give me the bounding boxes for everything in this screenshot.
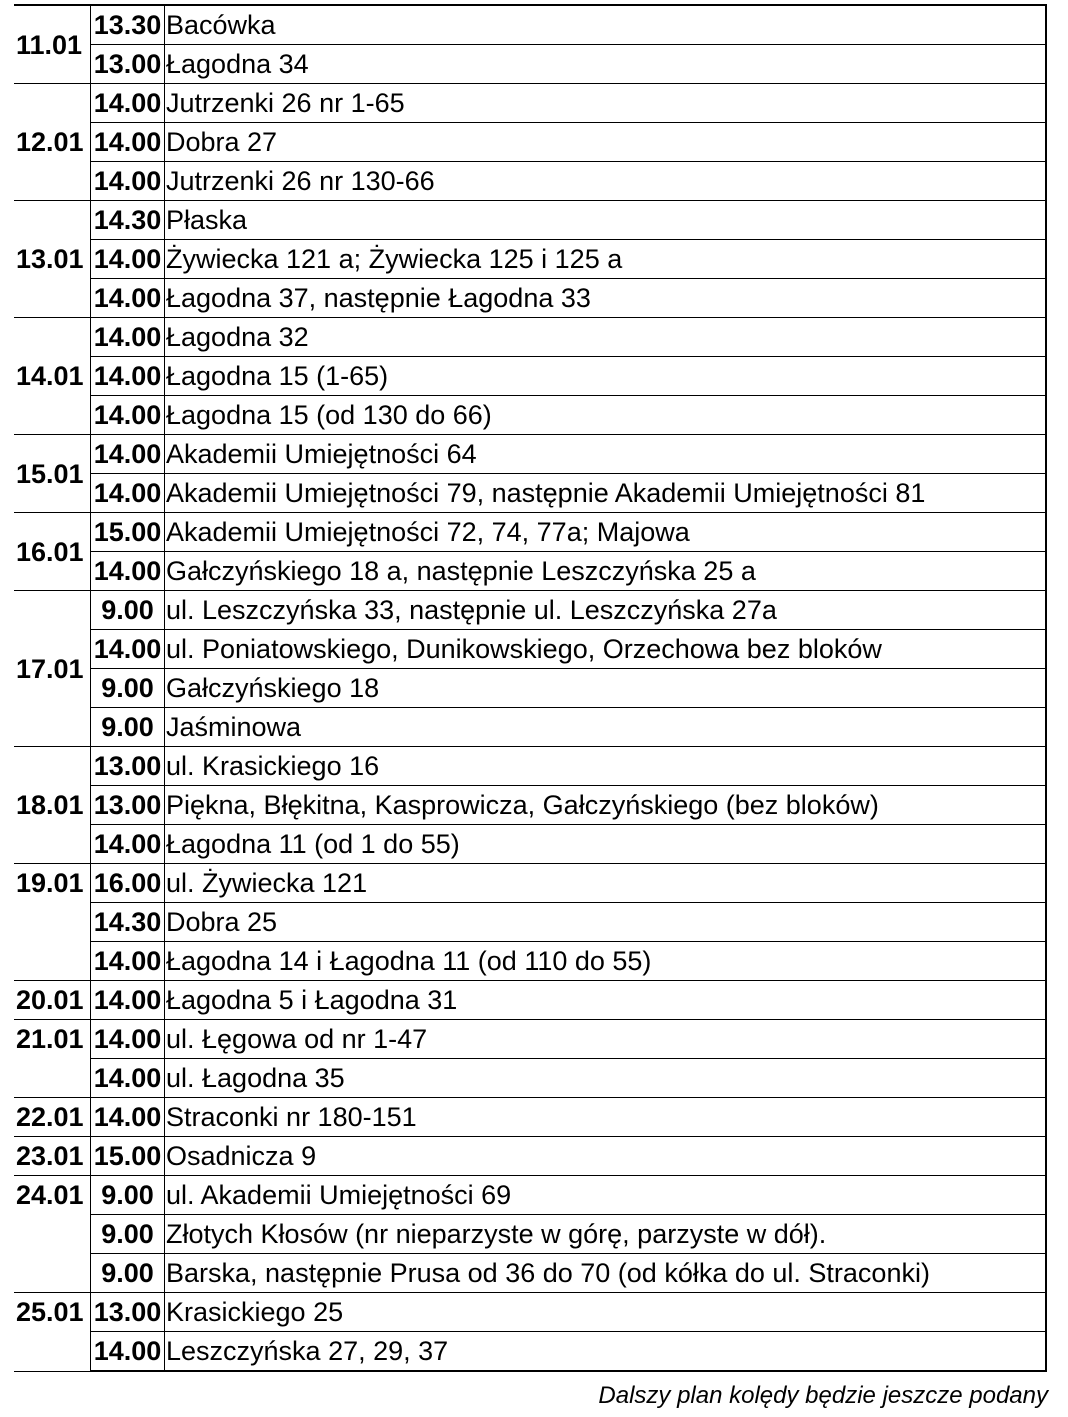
date-cell: 22.01 <box>14 1098 91 1137</box>
table-row <box>14 1332 1046 1372</box>
table-row <box>14 630 1046 669</box>
time-cell: 14.00 <box>91 162 165 201</box>
table-row <box>14 1020 1046 1059</box>
location-cell: Jutrzenki 26 nr 1-65 <box>165 84 1047 123</box>
time-cell: 14.00 <box>91 474 165 513</box>
time-cell: 14.00 <box>91 240 165 279</box>
table-row <box>14 981 1046 1020</box>
table-row <box>14 1215 1046 1254</box>
table-row <box>14 318 1046 357</box>
time-cell: 14.00 <box>91 1098 165 1137</box>
table-row <box>14 591 1046 630</box>
table-row <box>14 123 1046 162</box>
schedule-table <box>14 4 1047 1372</box>
location-cell: Łagodna 34 <box>165 45 1047 84</box>
date-cell: 14.01 <box>14 318 91 435</box>
table-row <box>14 552 1046 591</box>
time-cell: 14.00 <box>91 318 165 357</box>
location-cell: Akademii Umiejętności 72, 74, 77a; Majowa <box>165 513 1047 552</box>
table-row <box>14 669 1046 708</box>
location-cell: Łagodna 11 (od 1 do 55) <box>165 825 1047 864</box>
time-cell: 14.30 <box>91 201 165 240</box>
location-cell: Dobra 27 <box>165 123 1047 162</box>
date-cell: 23.01 <box>14 1137 91 1176</box>
location-cell: Leszczyńska 27, 29, 37 <box>165 1332 1047 1372</box>
location-cell: Złotych Kłosów (nr nieparzyste w górę, parzyste w dół). <box>165 1215 1047 1254</box>
time-cell: 13.00 <box>91 1293 165 1332</box>
location-cell: Łagodna 15 (od 130 do 66) <box>165 396 1047 435</box>
time-cell: 9.00 <box>91 591 165 630</box>
time-cell: 14.00 <box>91 1332 165 1372</box>
table-row <box>14 162 1046 201</box>
date-cell: 20.01 <box>14 981 91 1020</box>
table-row <box>14 45 1046 84</box>
location-cell: ul. Leszczyńska 33, następnie ul. Leszczyńska 27a <box>165 591 1047 630</box>
table-row <box>14 1059 1046 1098</box>
table-row <box>14 786 1046 825</box>
location-cell: Osadnicza 9 <box>165 1137 1047 1176</box>
time-cell: 14.00 <box>91 396 165 435</box>
location-cell: Krasickiego 25 <box>165 1293 1047 1332</box>
table-row <box>14 708 1046 747</box>
table-row <box>14 1098 1046 1137</box>
time-cell: 14.00 <box>91 1059 165 1098</box>
time-cell: 13.00 <box>91 786 165 825</box>
location-cell: Łagodna 32 <box>165 318 1047 357</box>
time-cell: 13.30 <box>91 5 165 45</box>
time-cell: 14.00 <box>91 123 165 162</box>
table-row <box>14 5 1046 45</box>
date-cell: 18.01 <box>14 747 91 864</box>
date-cell: 15.01 <box>14 435 91 513</box>
table-row <box>14 474 1046 513</box>
location-cell: Łagodna 15 (1-65) <box>165 357 1047 396</box>
date-cell: 16.01 <box>14 513 91 591</box>
table-row <box>14 435 1046 474</box>
time-cell: 9.00 <box>91 1254 165 1293</box>
date-cell: 21.01 <box>14 1020 91 1098</box>
location-cell: Gałczyńskiego 18 a, następnie Leszczyńska 25 a <box>165 552 1047 591</box>
location-cell: ul. Krasickiego 16 <box>165 747 1047 786</box>
date-cell: 12.01 <box>14 84 91 201</box>
table-row <box>14 825 1046 864</box>
table-row <box>14 513 1046 552</box>
time-cell: 14.00 <box>91 84 165 123</box>
date-cell: 19.01 <box>14 864 91 981</box>
time-cell: 15.00 <box>91 513 165 552</box>
table-row <box>14 201 1046 240</box>
time-cell: 13.00 <box>91 45 165 84</box>
location-cell: Akademii Umiejętności 79, następnie Akademii Umiejętności 81 <box>165 474 1047 513</box>
table-row <box>14 903 1046 942</box>
location-cell: ul. Akademii Umiejętności 69 <box>165 1176 1047 1215</box>
location-cell: Gałczyńskiego 18 <box>165 669 1047 708</box>
table-row <box>14 1176 1046 1215</box>
time-cell: 9.00 <box>91 1176 165 1215</box>
table-row <box>14 864 1046 903</box>
location-cell: Płaska <box>165 201 1047 240</box>
table-row <box>14 240 1046 279</box>
table-row <box>14 747 1046 786</box>
time-cell: 14.00 <box>91 825 165 864</box>
date-cell: 17.01 <box>14 591 91 747</box>
time-cell: 15.00 <box>91 1137 165 1176</box>
location-cell: Akademii Umiejętności 64 <box>165 435 1047 474</box>
location-cell: Piękna, Błękitna, Kasprowicza, Gałczyńskiego (bez bloków) <box>165 786 1047 825</box>
location-cell: Łagodna 14 i Łagodna 11 (od 110 do 55) <box>165 942 1047 981</box>
location-cell: ul. Łęgowa od nr 1-47 <box>165 1020 1047 1059</box>
time-cell: 9.00 <box>91 708 165 747</box>
location-cell: Straconki nr 180-151 <box>165 1098 1047 1137</box>
location-cell: ul. Łagodna 35 <box>165 1059 1047 1098</box>
time-cell: 14.30 <box>91 903 165 942</box>
table-row <box>14 84 1046 123</box>
time-cell: 14.00 <box>91 1020 165 1059</box>
time-cell: 9.00 <box>91 1215 165 1254</box>
location-cell: Łagodna 37, następnie Łagodna 33 <box>165 279 1047 318</box>
date-cell: 11.01 <box>14 5 91 84</box>
table-row <box>14 1137 1046 1176</box>
time-cell: 14.00 <box>91 981 165 1020</box>
location-cell: Jaśminowa <box>165 708 1047 747</box>
table-row <box>14 1254 1046 1293</box>
table-row <box>14 279 1046 318</box>
time-cell: 14.00 <box>91 552 165 591</box>
time-cell: 14.00 <box>91 435 165 474</box>
time-cell: 16.00 <box>91 864 165 903</box>
table-row <box>14 396 1046 435</box>
time-cell: 13.00 <box>91 747 165 786</box>
location-cell: Dobra 25 <box>165 903 1047 942</box>
footer-note: Dalszy plan kolędy będzie jeszcze podany <box>598 1382 1048 1409</box>
table-row <box>14 1293 1046 1332</box>
table-row <box>14 942 1046 981</box>
location-cell: ul. Żywiecka 121 <box>165 864 1047 903</box>
date-cell: 25.01 <box>14 1293 91 1372</box>
time-cell: 9.00 <box>91 669 165 708</box>
location-cell: Żywiecka 121 a; Żywiecka 125 i 125 a <box>165 240 1047 279</box>
location-cell: Łagodna 5 i Łagodna 31 <box>165 981 1047 1020</box>
date-cell: 24.01 <box>14 1176 91 1293</box>
location-cell: Barska, następnie Prusa od 36 do 70 (od kółka do ul. Straconki) <box>165 1254 1047 1293</box>
time-cell: 14.00 <box>91 279 165 318</box>
location-cell: Bacówka <box>165 5 1047 45</box>
location-cell: Jutrzenki 26 nr 130-66 <box>165 162 1047 201</box>
time-cell: 14.00 <box>91 630 165 669</box>
time-cell: 14.00 <box>91 942 165 981</box>
time-cell: 14.00 <box>91 357 165 396</box>
date-cell: 13.01 <box>14 201 91 318</box>
location-cell: ul. Poniatowskiego, Dunikowskiego, Orzechowa bez bloków <box>165 630 1047 669</box>
table-row <box>14 357 1046 396</box>
